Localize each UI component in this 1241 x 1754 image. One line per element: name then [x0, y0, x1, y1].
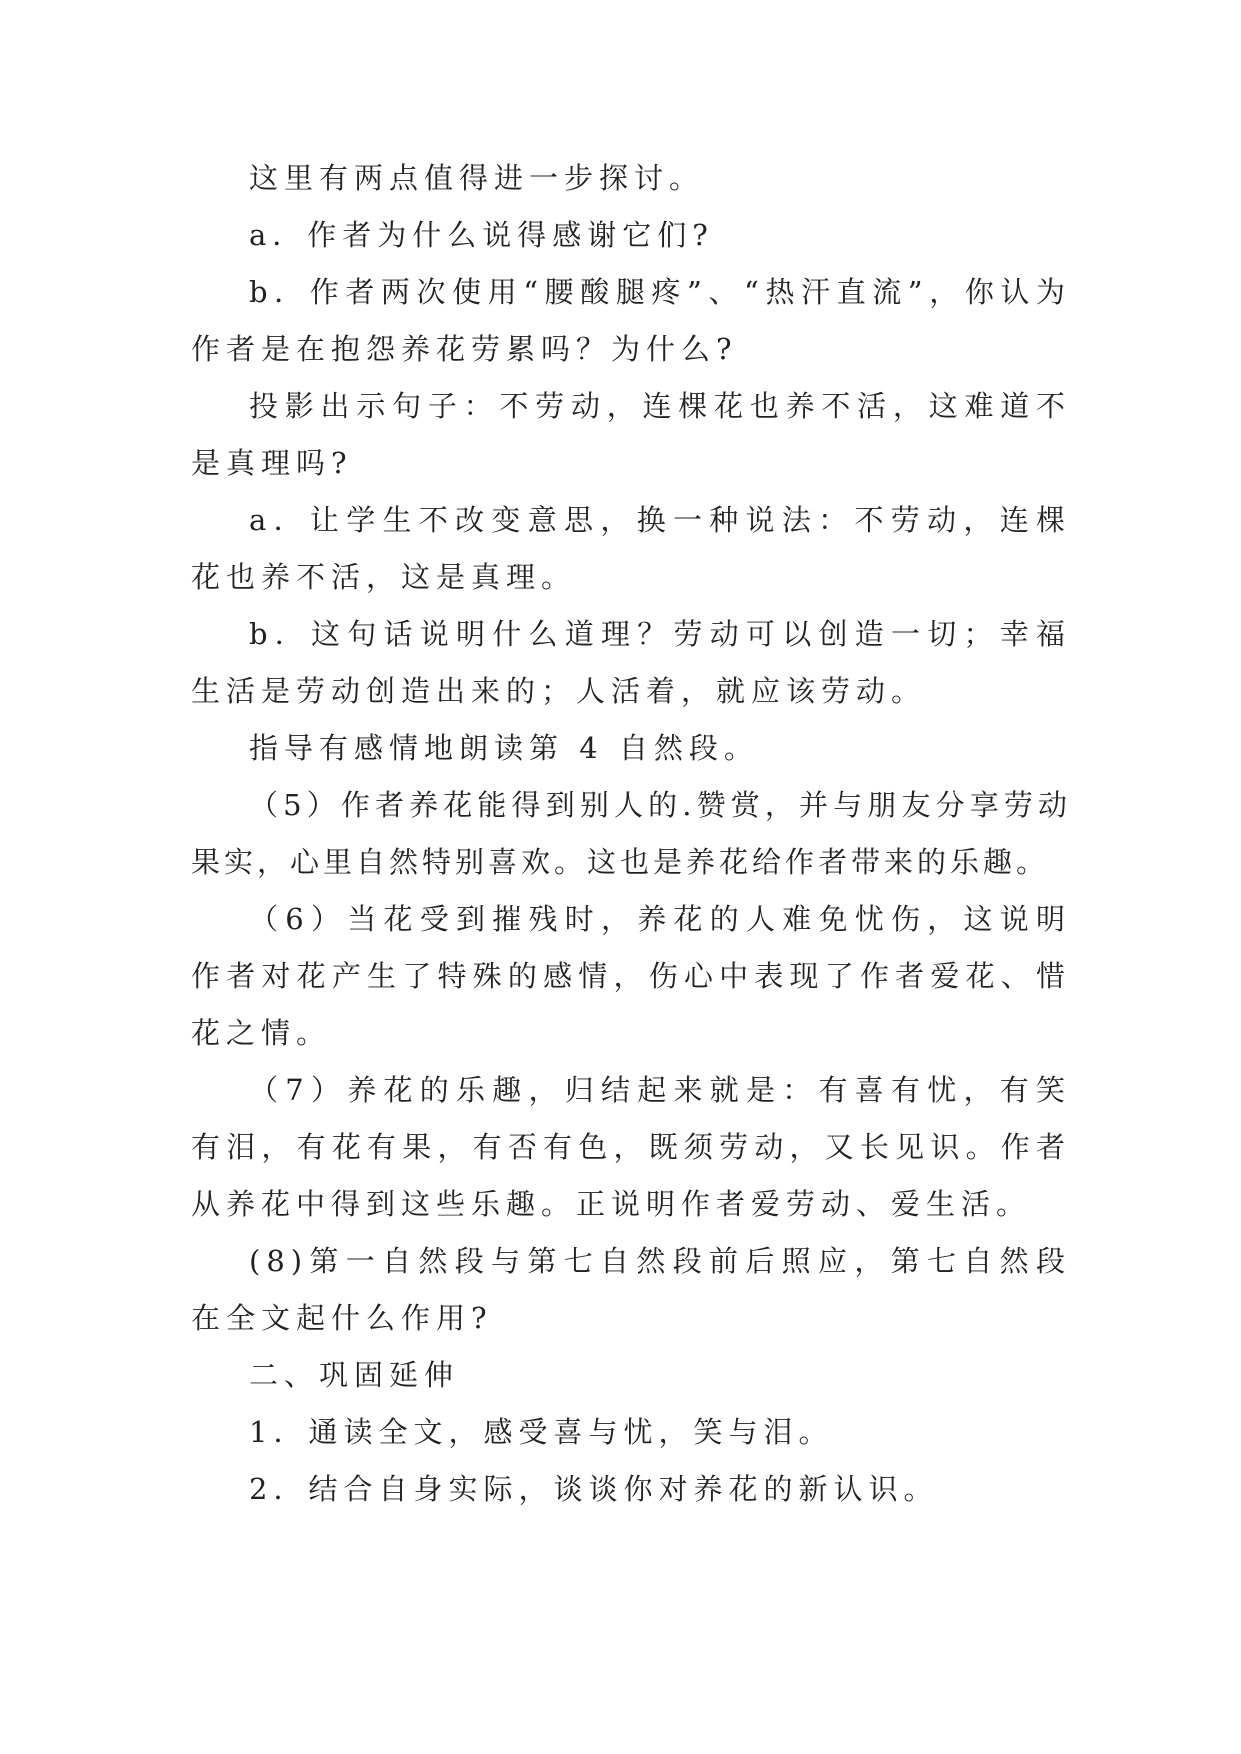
paragraph-item-5: （5）作者养花能得到别人的.赞赏，并与朋友分享劳动果实，心里自然特别喜欢。这也是养花给作者带来的乐趣。	[191, 788, 1071, 879]
document-body	[191, 150, 1071, 1518]
paragraph-meaning-b: b．这句话说明什么道理？劳动可以创造一切；幸福生活是劳动创造出来的；人活着，就应该劳动。	[191, 617, 1071, 708]
paragraph-question-b: b．作者两次使用“腰酸腿疼”、“热汗直流”，你认为作者是在抱怨养花劳累吗？为什么?	[191, 275, 1071, 366]
paragraph-reading-guide: 指导有感情地朗读第 4 自然段。	[249, 731, 759, 765]
paragraph-item-7: （7）养花的乐趣，归结起来就是：有喜有忧，有笑有泪，有花有果，有否有色，既须劳动，又长见识。作者从养花中得到这些乐趣。正说明作者爱劳动、爱生活。	[191, 1073, 1071, 1221]
paragraph-item-8: (8)第一自然段与第七自然段前后照应，第七自然段在全文起什么作用?	[191, 1244, 1071, 1335]
paragraph-question-a: a．作者为什么说得感谢它们?	[249, 218, 714, 252]
section-heading-consolidate: 二、巩固延伸	[249, 1358, 460, 1392]
paragraph-item-6: （6）当花受到摧残时，养花的人难免忧伤，这说明作者对花产生了特殊的感情，伤心中表现了作者爱花、惜花之情。	[191, 902, 1071, 1050]
paragraph-exercise-1: 1．通读全文，感受喜与忧，笑与泪。	[249, 1415, 834, 1449]
paragraph-projection: 投影出示句子：不劳动，连棵花也养不活，这难道不是真理吗?	[191, 389, 1071, 480]
paragraph-exercise-2: 2．结合自身实际，谈谈你对养花的新认识。	[249, 1472, 939, 1506]
paragraph-rephrase-a: a．让学生不改变意思，换一种说法：不劳动，连棵花也养不活，这是真理。	[191, 503, 1071, 594]
paragraph-intro: 这里有两点值得进一步探讨。	[249, 161, 705, 195]
